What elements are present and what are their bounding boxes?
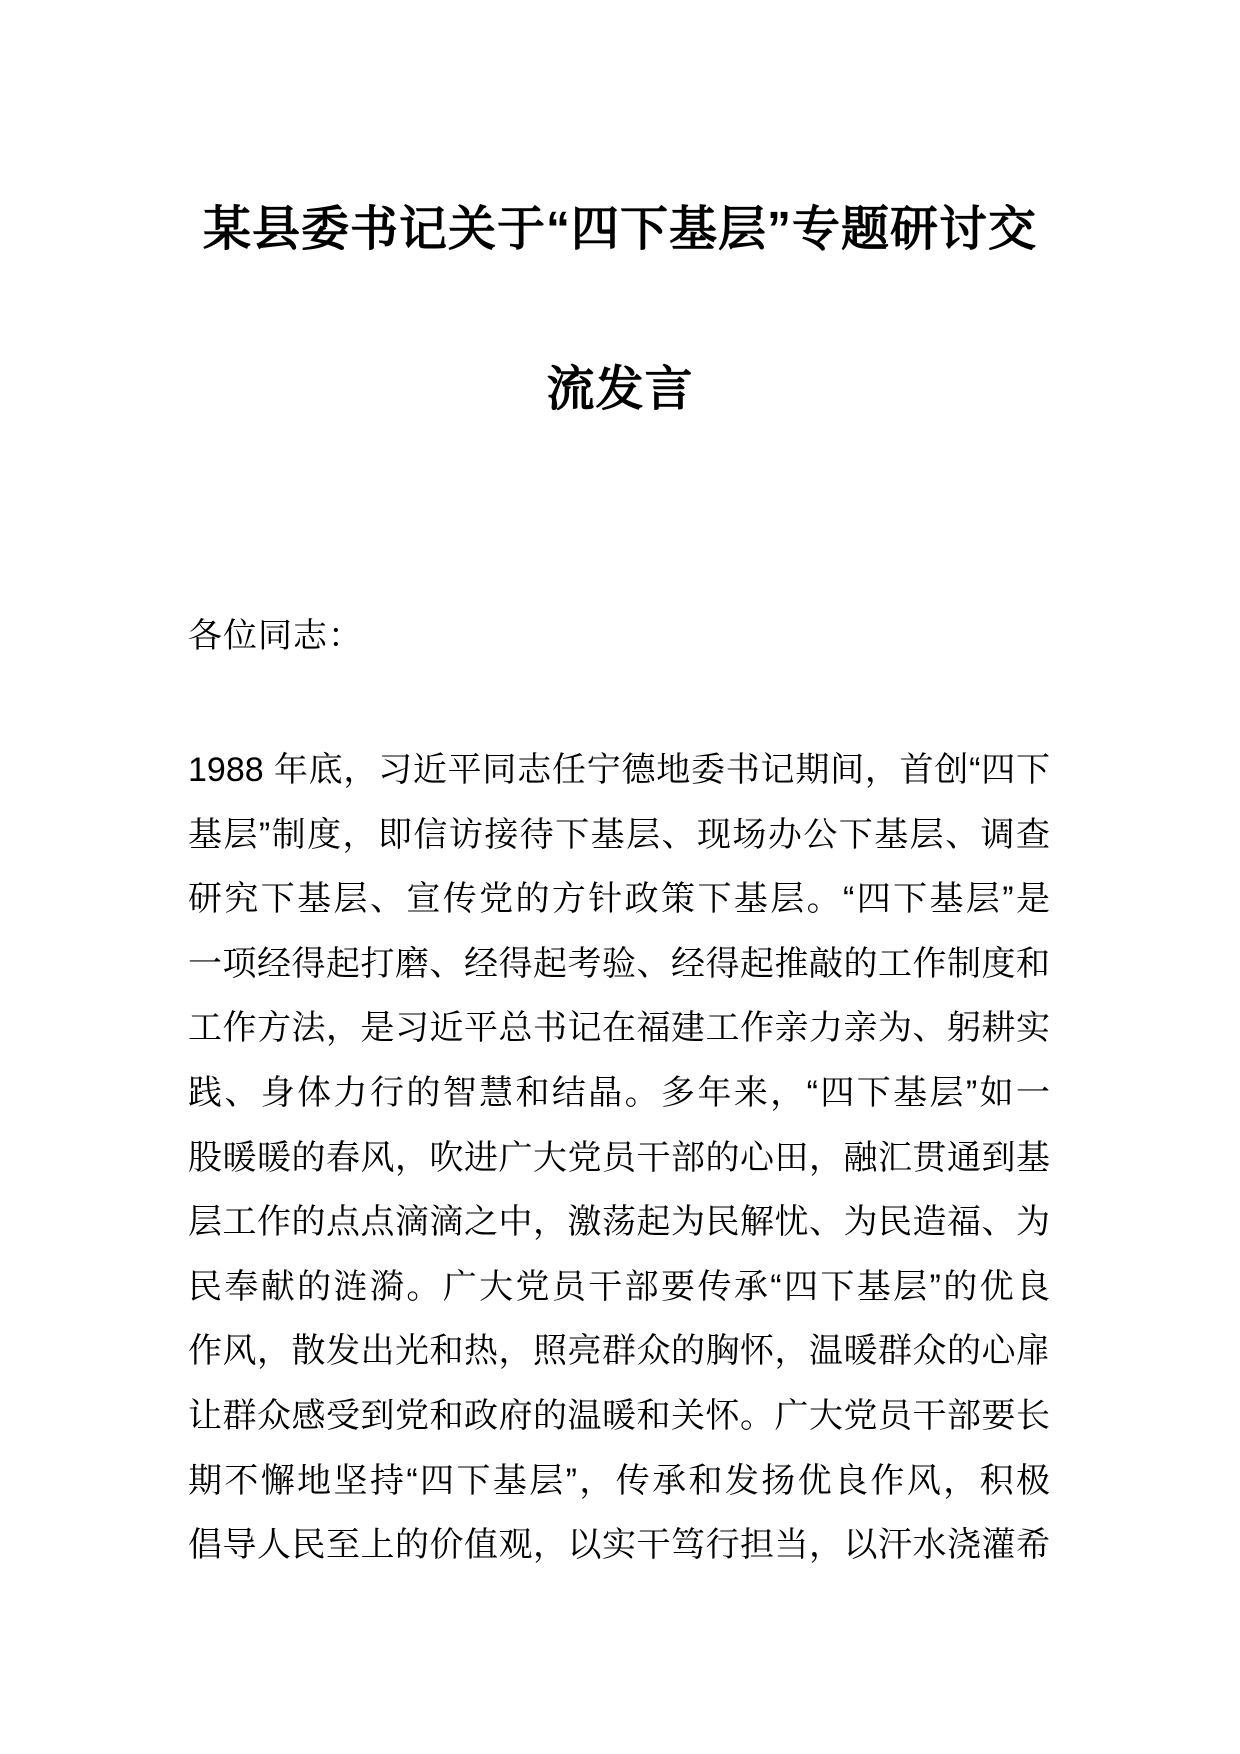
paragraph-line: 民奉献的涟漪。广大党员干部要传承“四下基层”的优良 bbox=[188, 1267, 1050, 1306]
paragraph-line: 层工作的点点滴滴之中，激荡起为民解忧、为民造福、为 bbox=[188, 1203, 1050, 1242]
paragraph-line: 践、身体力行的智慧和结晶。多年来，“四下基层”如一 bbox=[188, 1073, 1050, 1112]
title-line-2: 流发言 bbox=[546, 363, 694, 416]
paragraph-line: 倡导人民至上的价值观，以实干笃行担当，以汗水浇灌希 bbox=[188, 1526, 1050, 1565]
paragraph-line: 期不懈地坚持“四下基层”，传承和发扬优良作风，积极 bbox=[188, 1461, 1050, 1500]
body-paragraph bbox=[188, 738, 1050, 1578]
paragraph-line: 基层”制度，即信访接待下基层、现场办公下基层、调查 bbox=[188, 815, 1050, 854]
title-line-1: 某县委书记关于“四下基层”专题研讨交 bbox=[202, 203, 1037, 256]
greeting-line: 各位同志： bbox=[188, 617, 363, 655]
paragraph-line: 研究下基层、宣传党的方针政策下基层。“四下基层”是 bbox=[188, 880, 1050, 919]
document-title bbox=[90, 150, 1150, 470]
paragraph-line: 工作方法，是习近平总书记在福建工作亲力亲为、躬耕实 bbox=[188, 1009, 1050, 1048]
paragraph-line: 股暖暖的春风，吹进广大党员干部的心田，融汇贯通到基 bbox=[188, 1138, 1050, 1177]
paragraph-line: 一项经得起打磨、经得起考验、经得起推敲的工作制度和 bbox=[188, 944, 1050, 983]
paragraph-line: 1988 年底，习近平同志任宁德地委书记期间，首创“四下 bbox=[188, 751, 1050, 789]
paragraph-line: 作风，散发出光和热，照亮群众的胸怀，温暖群众的心扉 bbox=[188, 1332, 1050, 1371]
paragraph-line: 让群众感受到党和政府的温暖和关怀。广大党员干部要长 bbox=[188, 1396, 1050, 1435]
